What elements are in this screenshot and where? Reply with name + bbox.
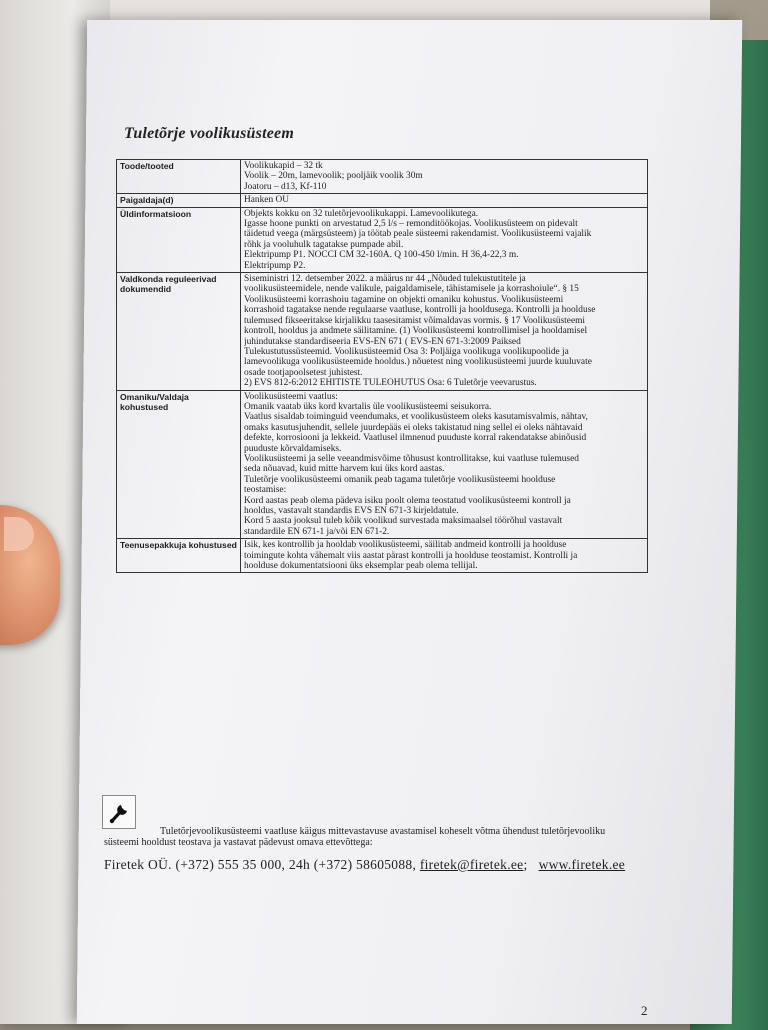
wrench-icon xyxy=(102,795,136,829)
contact-separator: ; xyxy=(523,857,528,872)
row-label: Toode/tooted xyxy=(117,160,241,194)
table-row xyxy=(117,160,648,194)
row-content: Siseministri 12. detsember 2022. a määrus nr 44 „Nõuded tulekustutitele ja voolikusüsteemidele, nende valikule, paigaldamisele, tähistamisele ja korrashoiule“. § 15 Voolikusüsteemi korrashoiu tagamine on objekti omaniku kohustus. Voolikusüsteemi korrashoid tagatakse nende regulaarse vaatluse, kontrolli ja hooldusega. Kontrolli ja hoolduse tulemused fikseeritakse kirjalikku taasesitamist võimaldavas vormis. § 17 Voolikusüsteemi kontroll, hooldus ja andmete säilitamine. (1) Voolikusüsteemi kontrollimisel ja hooldamisel juhindutakse standardiseeria EVS-EN 671 ( EVS-EN 671-3:2009 Paiksed Tulekustutussüsteemid. Voolikusüsteemid Osa 3: Poljäiga voolikuga voolikupoolide ja lamevoolikuga voolikusüsteemide hooldus.) nõuetest ning voolikusüsteemi juurde kuuluvate osade tootjapoolsetest juhistest. 2) EVS 812-6:2012 EHITISTE TULEOHUTUS Osa: 6 Tuletõrje veevarustus. xyxy=(241,273,648,390)
table-row xyxy=(117,207,648,272)
row-content: Voolikukapid – 32 tk Voolik – 20m, lamevoolik; pooljäik voolik 30m Joatoru – d13, Kf-110 xyxy=(241,160,648,194)
row-label: Teenusepakkuja kohustused xyxy=(117,539,241,573)
footer-line-1: Tuletõrjevoolikusüsteemi vaatluse käigus mittevastavuse avastamisel koheselt võtma ühendust tuletõrjevooliku xyxy=(160,826,606,837)
fingernail xyxy=(4,517,34,551)
page-number: 2 xyxy=(641,1003,648,1018)
row-content: Hanken OÜ xyxy=(241,194,648,207)
table-row xyxy=(117,390,648,539)
row-label: Omaniku/Valdaja kohustused xyxy=(117,390,241,539)
row-content: Voolikusüsteemi vaatlus: Omanik vaatab üks kord kvartalis üle voolikusüsteemi seisukorra. Vaatlus sisaldab toiminguid veendumaks, et voolikusüsteem oleks kasutamisvalmis, nähtav, omaks kasutusjuhendit, sellele juurdepääs ei oleks takistatud ning sellel ei oleks nähtavaid defekte, korrosiooni ja lekkeid. Vaatlusel ilmnenud puuduste korral rakendatakse abinõusid puuduste kõrvaldamiseks. Voolikusüsteemi ja selle veeandmisvõime tõhusust kontrollitakse, kui vaatluse tulemused seda nõuavad, kuid mitte harvem kui üks kord aastas. Tuletõrje voolikusüsteemi omanik peab tagama tuletõrje voolikusüsteemi hoolduse teostamise: Kord aastas peab olema pädeva isiku poolt olema teostatud voolikusüsteemi kontroll ja hooldus, vastavalt standardis EVS EN 671-3 kirjeldatule. Kord 5 aasta jooksul tuleb kõik voolikud survestada maksimaalsel töörõhul vastavalt standardile EN 671-1 ja/või EN 671-2. xyxy=(241,390,648,539)
company-contact: Firetek OÜ. (+372) 555 35 000, 24h (+372) 58605088, xyxy=(104,857,417,872)
table-row xyxy=(117,539,648,573)
footer-contact xyxy=(104,857,625,873)
email-link[interactable]: firetek@firetek.ee xyxy=(419,857,524,872)
table-row xyxy=(117,194,648,207)
document-title: Tuletõrje voolikusüsteem xyxy=(124,125,294,142)
row-content: Isik, kes kontrollib ja hooldab voolikusüsteemi, säilitab andmeid kontrolli ja hoolduse toimingute kohta vähemalt viis aastat pärast kontrolli ja hoolduse teostamist. Kontrolli ja hoolduse dokumentatsiooni üks eksemplar peab olema tellijal. xyxy=(241,539,648,573)
row-label: Paigaldaja(d) xyxy=(117,194,241,207)
info-table xyxy=(116,159,648,573)
row-label: Valdkonda reguleerivad dokumendid xyxy=(117,273,241,390)
table-row xyxy=(117,273,648,390)
row-label: Üldinformatsioon xyxy=(117,207,241,272)
website-link[interactable]: www.firetek.ee xyxy=(538,857,626,872)
footer-line-2: süsteemi hooldust teostava ja vastavat pädevust omava ettevõttega: xyxy=(104,837,373,848)
row-content: Objekts kokku on 32 tuletõrjevoolikukappi. Lamevoolikutega. Igasse hoone punkti on arvestatud 2,5 l/s – remonditöökojas. Voolikusüsteem on pidevalt täidetud veega (märgsüsteem) ja töötab peale süsteemi rakendamist. Voolikusüsteemi vajalik rõhk ja vooluhulk tagatakse pumpade abil. Elektripump P1. NOCCI CM 32-160A. Q 100-450 l/min. H 36,4-22,3 m. Elektripump P2. xyxy=(241,207,648,272)
